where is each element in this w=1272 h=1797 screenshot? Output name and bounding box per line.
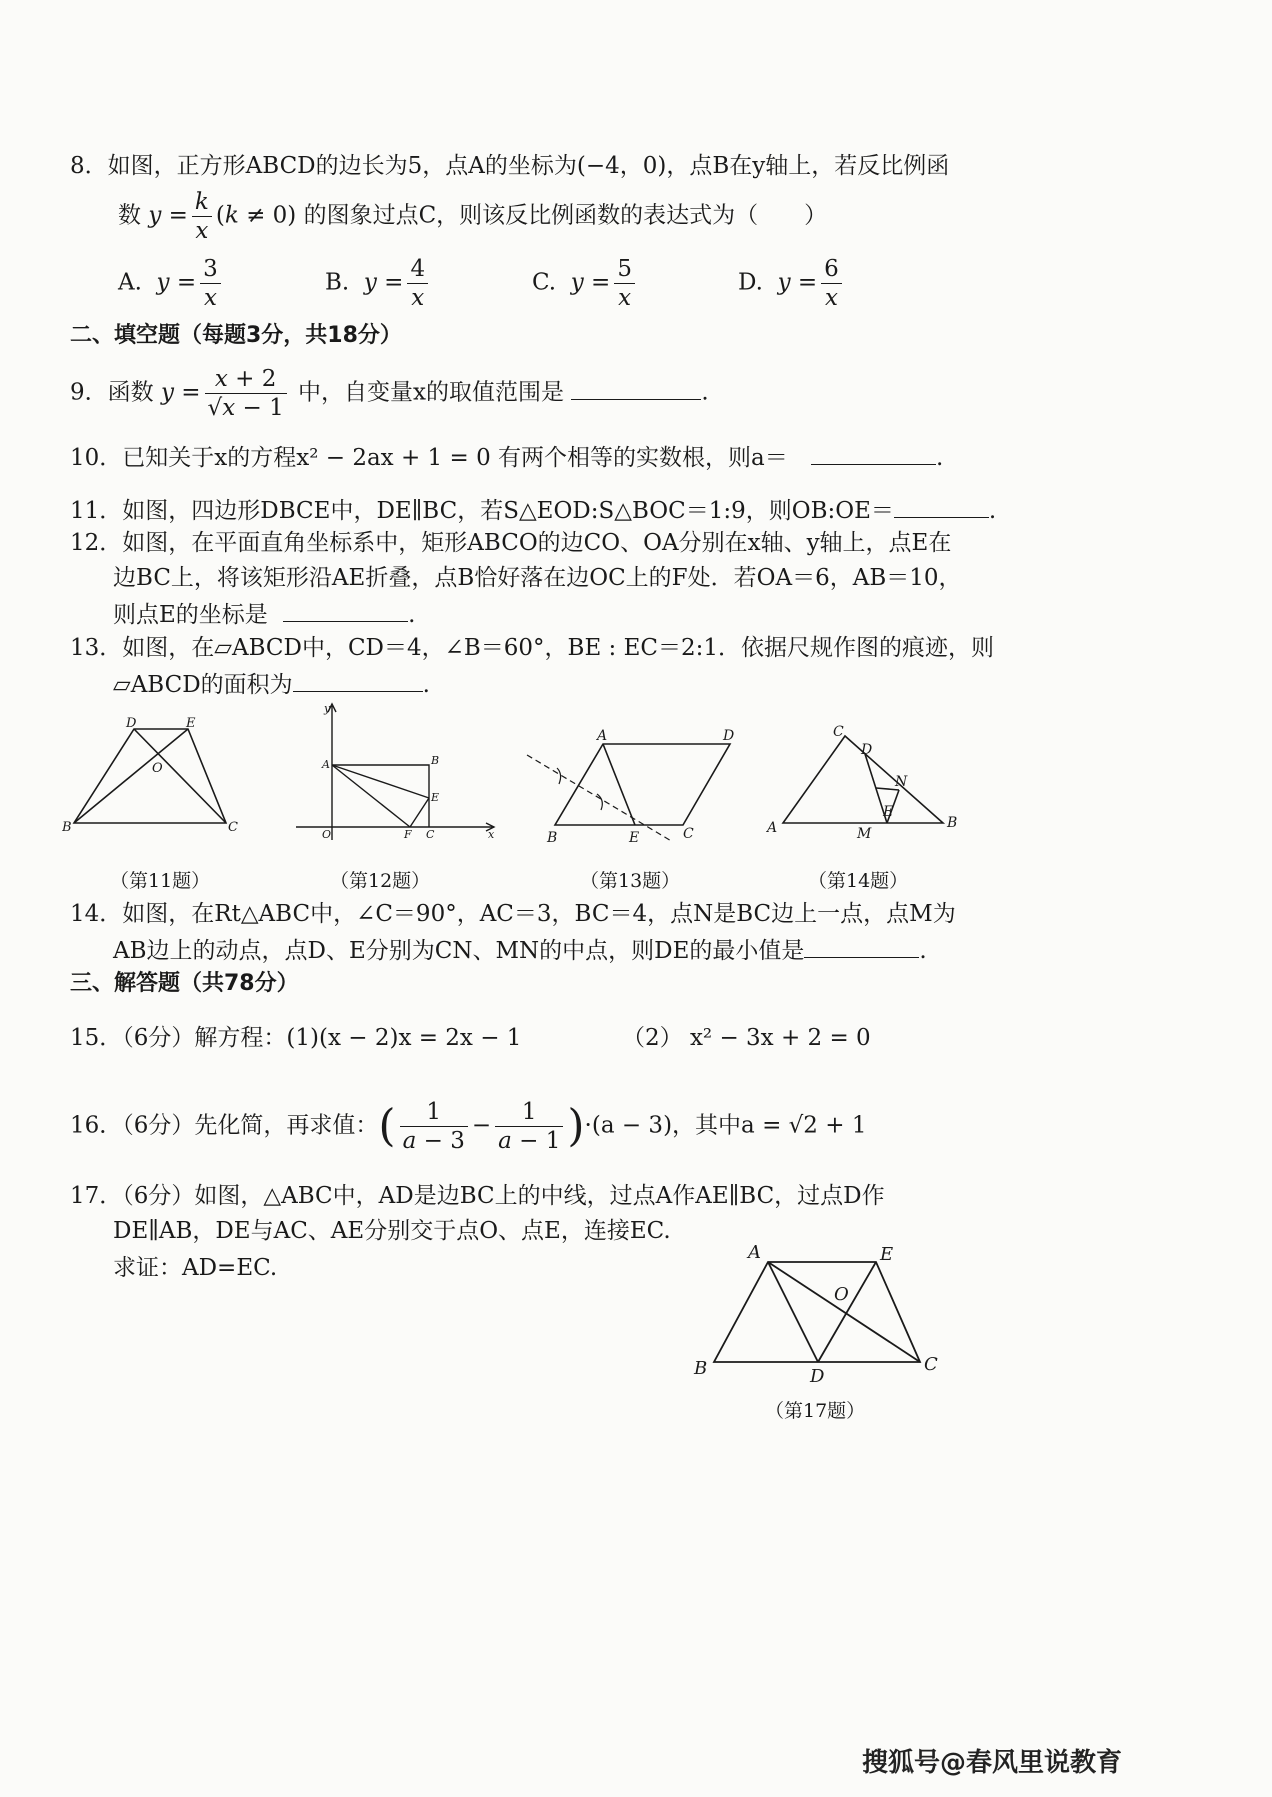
svg-text:B: B [431,754,440,767]
svg-text:E: E [431,791,440,804]
q8-line1: 8．如图，正方形ABCD的边长为5，点A的坐标为(−4，0)，点B在y轴上，若反比例函 [70,153,950,179]
svg-text:D: D [723,728,735,744]
figure-12 [292,700,502,845]
svg-text:M: M [857,826,872,842]
q10: 10．已知关于x的方程x² − 2ax + 1 = 0 有两个相等的实数根，则a＝ . [70,440,943,474]
figure-13 [525,722,745,847]
svg-text:x: x [488,828,495,841]
svg-text:y: y [324,702,331,715]
svg-text:C: C [426,828,435,841]
q15-part1: 15．（6分）解方程：(1)(x − 2)x = 2x − 1 [70,1025,522,1051]
svg-text:N: N [895,774,908,790]
svg-text:B: B [947,815,958,831]
q14-line2: AB边上的动点，点D、E分别为CN、MN的中点，则DE的最小值是 . [113,933,927,967]
q11-answer-blank[interactable] [894,493,989,518]
svg-text:F: F [404,828,412,841]
q12-line1: 12．如图，在平面直角坐标系中，矩形ABCO的边CO、OA分别在x轴、y轴上，点E在 [70,530,952,556]
svg-text:E: E [883,804,894,820]
svg-text:C: C [833,724,844,740]
svg-text:C: C [228,820,238,835]
figure-17 [690,1240,950,1390]
svg-text:B: B [62,820,72,835]
q9-answer-blank[interactable] [571,375,701,400]
q17-line3: 求证：AD=EC. [113,1255,278,1281]
q8-option-c: C. y = $\frac{5}{x}$ [532,255,639,312]
q9: 9．函数 y = $\frac{x + 2}{√x - 1}$ 中，自变量x的取值范围是 . [70,366,709,421]
q8-option-d: D. y = $\frac{6}{x}$ [738,255,846,312]
q15-part2: （2） x² − 3x + 2 = 0 [622,1025,871,1051]
svg-text:B: B [547,830,558,846]
q8-option-b: B. y = $\frac{4}{x}$ [325,255,432,312]
q16: 16．（6分）先化简，再求值：( $\frac{1}{a - 3}$ − $\frac{1}{a - 1}$ )·(a − 3)，其中a = √2 + 1 [70,1099,867,1154]
section2-heading: 二、填空题（每题3分，共18分） [70,323,402,348]
svg-text:O: O [834,1284,849,1305]
svg-text:A: A [748,1242,761,1263]
caption-figure-11: （第11题） [110,870,211,892]
svg-text:D: D [861,742,873,758]
section3-heading: 三、解答题（共78分） [70,971,299,996]
q17-line1: 17．（6分）如图，△ABC中，AD是边BC上的中线，过点A作AE∥BC，过点D作 [70,1183,885,1209]
q12-line3: 则点E的坐标是 . [113,597,415,631]
svg-text:E: E [880,1244,894,1265]
caption-figure-13: （第13题） [580,870,681,892]
q8-line2: 数 y = $\frac{k}{x}$ (k ≠ 0) 的图象过点C，则该反比例函数的表达式为（ ） [118,189,828,244]
q13-answer-blank[interactable] [293,667,423,692]
svg-text:E: E [629,830,640,846]
svg-text:C: C [683,826,694,842]
q12-answer-blank[interactable] [283,597,408,622]
svg-text:A: A [767,820,778,836]
q10-answer-blank[interactable] [811,440,936,465]
figure-14 [765,720,965,845]
svg-text:D: D [126,716,137,731]
q12-line2: 边BC上，将该矩形沿AE折叠，点B恰好落在边OC上的F处．若OA＝6，AB＝10， [113,565,962,591]
svg-text:D: D [810,1366,825,1387]
q8-option-a: A. y = $\frac{3}{x}$ [118,255,225,312]
figure-11 [62,715,242,840]
q13-line1: 13．如图，在▱ABCD中，CD＝4，∠B＝60°，BE : EC＝2:1．依据尺规作图的痕迹，则 [70,635,995,661]
svg-text:O: O [322,828,332,841]
q14-answer-blank[interactable] [804,933,919,958]
q13-line2: ▱ABCD的面积为 . [113,667,430,701]
q11: 11．如图，四边形DBCE中，DE∥BC，若S△EOD:S△BOC＝1:9，则OB:OE＝ . [70,493,996,527]
svg-text:E: E [186,716,196,731]
svg-text:B: B [694,1358,708,1379]
caption-figure-17: （第17题） [765,1400,866,1422]
caption-figure-14: （第14题） [808,870,909,892]
watermark: 搜狐号@春风里说教育 [861,1748,1122,1778]
q14-line1: 14．如图，在Rt△ABC中，∠C＝90°，AC＝3，BC＝4，点N是BC边上一点，点M为 [70,901,956,927]
svg-text:A: A [597,728,608,744]
caption-figure-12: （第12题） [330,870,431,892]
svg-text:A: A [322,758,330,771]
svg-text:O: O [152,761,163,776]
svg-text:C: C [924,1354,938,1375]
q17-line2: DE∥AB，DE与AC、AE分别交于点O、点E，连接EC. [113,1218,671,1244]
